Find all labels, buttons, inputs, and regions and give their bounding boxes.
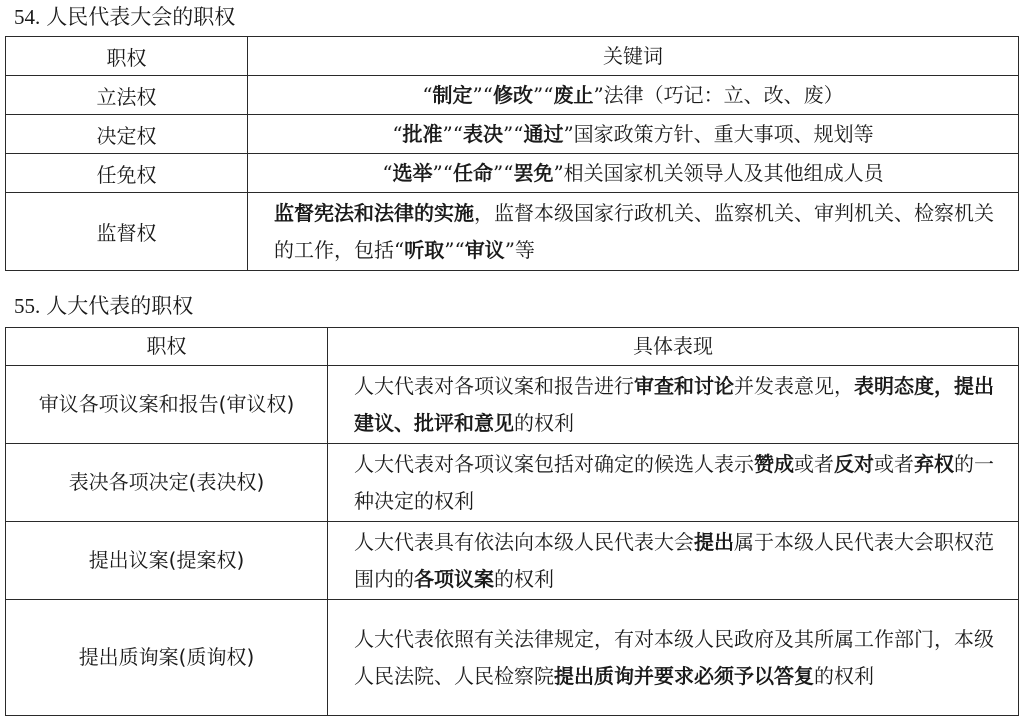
table-row	[6, 444, 1019, 522]
body-text: 人大代表对各项议案和报告进行	[354, 373, 634, 398]
table-row	[6, 522, 1019, 600]
keyword-text: 废止	[553, 82, 594, 107]
body-text: 并发表意见，	[734, 373, 854, 398]
table-row	[6, 600, 1019, 716]
table-row	[6, 193, 1019, 271]
header-keywords: 关键词	[248, 37, 1019, 76]
power-cell: 监督权	[6, 193, 248, 271]
body-text: “	[382, 160, 393, 185]
body-text: ”“	[442, 121, 463, 146]
power-cell: 审议各项议案和报告(审议权)	[6, 366, 328, 444]
body-text: ”“	[503, 121, 524, 146]
section-55-number: 55.	[14, 294, 41, 318]
body-text: ”“	[533, 82, 554, 107]
body-text: ，监督本级国家行政机关、监察机关、审判机关、检察机关的工作，包括“	[274, 200, 994, 262]
power-cell: 表决各项决定(表决权)	[6, 444, 328, 522]
body-text: ”法律（巧记：立、改、废）	[593, 82, 844, 107]
keywords-cell	[248, 154, 1019, 193]
body-text: 人大代表对各项议案包括对确定的候选人表示	[354, 451, 754, 476]
keyword-text: 修改	[493, 82, 533, 107]
table-row	[6, 154, 1019, 193]
power-cell: 提出议案(提案权)	[6, 522, 328, 600]
details-cell	[328, 366, 1019, 444]
keyword-text: 制定	[432, 82, 473, 107]
body-text: 或者	[874, 451, 914, 476]
section-55-title: 人大代表的职权	[46, 294, 194, 318]
body-text: 或者	[794, 451, 834, 476]
keyword-text: 监督宪法和法律的实施	[274, 200, 474, 225]
table-header-row	[6, 37, 1019, 76]
keyword-text: 反对	[834, 451, 874, 476]
body-text: “	[422, 82, 433, 107]
keyword-text: 提出质询并要求必须予以答复	[554, 663, 814, 688]
power-cell: 任免权	[6, 154, 248, 193]
header-power: 职权	[6, 328, 328, 366]
body-text: ”国家政策方针、重大事项、规划等	[563, 121, 874, 146]
header-details: 具体表现	[328, 328, 1019, 366]
keyword-text: 罢免	[513, 160, 554, 185]
keyword-text: 提出	[694, 529, 734, 554]
section-55-heading	[14, 293, 193, 319]
details-cell	[328, 600, 1019, 716]
section-54-title: 人民代表大会的职权	[46, 5, 236, 29]
deputy-powers-table	[5, 327, 1019, 716]
keyword-text: 任命	[453, 160, 493, 185]
body-text: ”等	[504, 237, 535, 262]
table-header-row	[6, 328, 1019, 366]
body-text: 人大代表依照有关法律规定，有对本级人民政府及其所属工作部门，本级人民法院、人民检察院	[354, 626, 994, 688]
details-cell	[328, 444, 1019, 522]
table-row	[6, 76, 1019, 115]
body-text: ”相关国家机关领导人及其他组成人员	[553, 160, 884, 185]
keyword-text: 选举	[392, 160, 433, 185]
body-text: ”“	[432, 160, 453, 185]
body-text: “	[392, 121, 403, 146]
keyword-text: 审查和讨论	[634, 373, 734, 398]
keyword-text: 赞成	[754, 451, 794, 476]
body-text: ”“	[472, 82, 493, 107]
keyword-text: 表决	[463, 121, 503, 146]
body-text: 人大代表具有依法向本级人民代表大会	[354, 529, 694, 554]
body-text: 的权利	[494, 566, 554, 591]
body-text: 的权利	[814, 663, 874, 688]
keyword-text: 表明态度，提出建议、批评和意见	[354, 373, 994, 435]
table-row	[6, 366, 1019, 444]
keyword-text: 通过	[523, 121, 564, 146]
power-cell: 提出质询案(质询权)	[6, 600, 328, 716]
header-power: 职权	[6, 37, 248, 76]
keyword-text: 弃权	[914, 451, 954, 476]
keywords-cell	[248, 193, 1019, 271]
keyword-text: 审议	[464, 237, 505, 262]
section-54-heading	[14, 4, 235, 30]
keywords-cell	[248, 76, 1019, 115]
power-cell: 决定权	[6, 115, 248, 154]
details-cell	[328, 522, 1019, 600]
section-54-number: 54.	[14, 5, 41, 29]
body-text: ”“	[444, 237, 465, 262]
body-text: ”“	[493, 160, 514, 185]
keyword-text: 批准	[402, 121, 443, 146]
body-text: 属于本级人民代表大会职权范围内的	[354, 529, 994, 591]
table-row	[6, 115, 1019, 154]
npc-powers-table	[5, 36, 1019, 271]
keyword-text: 听取	[404, 237, 445, 262]
body-text: 的权利	[514, 410, 574, 435]
keywords-cell	[248, 115, 1019, 154]
keyword-text: 各项议案	[414, 566, 494, 591]
body-text: 的一种决定的权利	[354, 451, 994, 513]
power-cell: 立法权	[6, 76, 248, 115]
